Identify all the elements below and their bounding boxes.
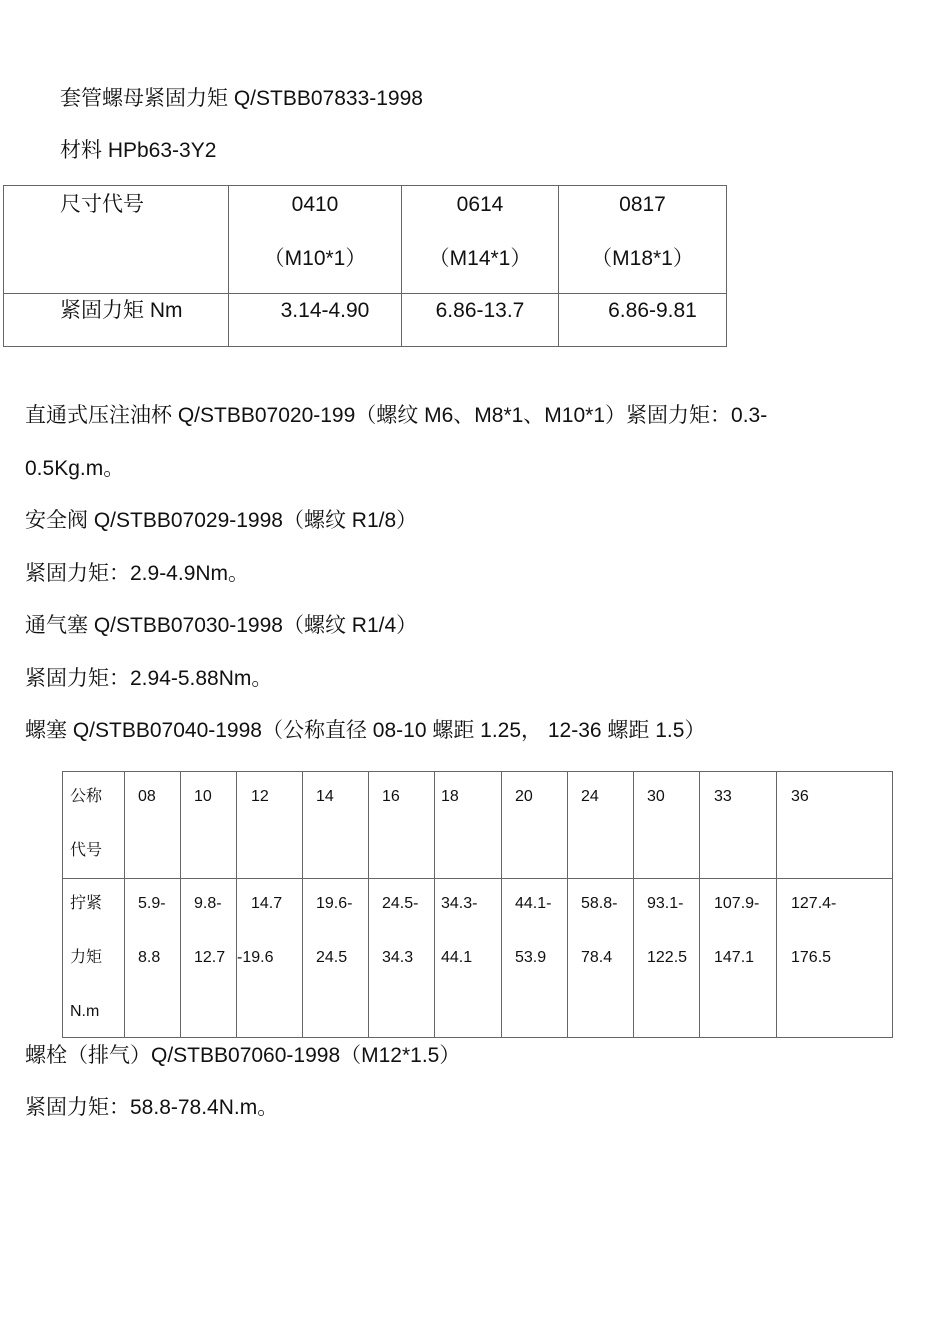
doc-title: 套管螺母紧固力矩 Q/STBB07833-1998 bbox=[60, 87, 423, 110]
nominal-code-cell: 24 bbox=[568, 772, 634, 879]
nominal-code-cell: 12 bbox=[237, 772, 303, 879]
torque-cell: 9.8- 12.7 bbox=[181, 879, 237, 1038]
oil-cup-line-1: 直通式压注油杯 Q/STBB07020-199（螺纹 M6、M8*1、M10*1）紧固力矩：0.3- bbox=[25, 404, 768, 427]
torque-row-label: 紧固力矩 Nm bbox=[4, 294, 229, 347]
size-code-cell bbox=[559, 186, 727, 294]
torque-cell: 58.8- 78.4 bbox=[568, 879, 634, 1038]
vent-plug-torque: 紧固力矩：2.94-5.88Nm。 bbox=[25, 667, 273, 690]
torque-cell: 3.14-4.90 bbox=[229, 294, 402, 347]
size-code: 0817 bbox=[619, 193, 666, 216]
size-code-cell bbox=[229, 186, 402, 294]
nominal-code-cell: 18 bbox=[435, 772, 502, 879]
nominal-code-cell: 10 bbox=[181, 772, 237, 879]
size-code-cell bbox=[402, 186, 559, 294]
oil-cup-line-2: 0.5Kg.m。 bbox=[25, 457, 125, 480]
screw-plug-line: 螺塞 Q/STBB07040-1998（公称直径 08-10 螺距 1.25， 12-36 螺距 1.5） bbox=[25, 719, 706, 742]
exhaust-bolt-torque: 紧固力矩：58.8-78.4N.m。 bbox=[25, 1096, 279, 1119]
thread-spec: （M18*1） bbox=[591, 247, 694, 270]
torque-cell: 6.86-13.7 bbox=[402, 294, 559, 347]
safety-valve-torque: 紧固力矩：2.9-4.9Nm。 bbox=[25, 562, 250, 585]
size-code-header: 尺寸代号 bbox=[4, 186, 229, 294]
torque-cell: 44.1- 53.9 bbox=[502, 879, 568, 1038]
nominal-code-cell: 20 bbox=[502, 772, 568, 879]
table-row bbox=[63, 879, 893, 1038]
torque-cell: 34.3- 44.1 bbox=[435, 879, 502, 1038]
torque-cell: 24.5- 34.3 bbox=[369, 879, 435, 1038]
nominal-code-cell: 14 bbox=[303, 772, 369, 879]
nominal-code-cell: 16 bbox=[369, 772, 435, 879]
torque-cell: 127.4- 176.5 bbox=[777, 879, 893, 1038]
thread-spec: （M10*1） bbox=[263, 247, 367, 270]
thread-spec: （M14*1） bbox=[428, 247, 532, 270]
torque-cell: 93.1- 122.5 bbox=[634, 879, 700, 1038]
nut-torque-table bbox=[3, 185, 727, 347]
exhaust-bolt-line: 螺栓（排气）Q/STBB07060-1998（M12*1.5） bbox=[25, 1044, 461, 1067]
nominal-code-cell: 33 bbox=[700, 772, 777, 879]
torque-cell: 5.9- 8.8 bbox=[125, 879, 181, 1038]
nominal-code-cell: 30 bbox=[634, 772, 700, 879]
table-row bbox=[4, 186, 727, 294]
torque-cell: 107.9- 147.1 bbox=[700, 879, 777, 1038]
screw-plug-torque-table bbox=[62, 771, 893, 1038]
vent-plug-line: 通气塞 Q/STBB07030-1998（螺纹 R1/4） bbox=[25, 614, 418, 637]
safety-valve-line: 安全阀 Q/STBB07029-1998（螺纹 R1/8） bbox=[25, 509, 418, 532]
material-line: 材料 HPb63-3Y2 bbox=[60, 139, 217, 162]
torque-cell: 6.86-9.81 bbox=[559, 294, 727, 347]
nominal-code-cell: 36 bbox=[777, 772, 893, 879]
torque-cell: 19.6- 24.5 bbox=[303, 879, 369, 1038]
size-code: 0410 bbox=[291, 193, 339, 216]
size-code: 0614 bbox=[456, 193, 504, 216]
torque-cell: 14.7 -19.6 bbox=[237, 879, 303, 1038]
table-row bbox=[63, 772, 893, 879]
nominal-code-header: 公称 代号 bbox=[63, 772, 125, 879]
table-row bbox=[4, 294, 727, 347]
tighten-torque-label: 拧紧 力矩 N.m bbox=[63, 879, 125, 1038]
nominal-code-cell: 08 bbox=[125, 772, 181, 879]
